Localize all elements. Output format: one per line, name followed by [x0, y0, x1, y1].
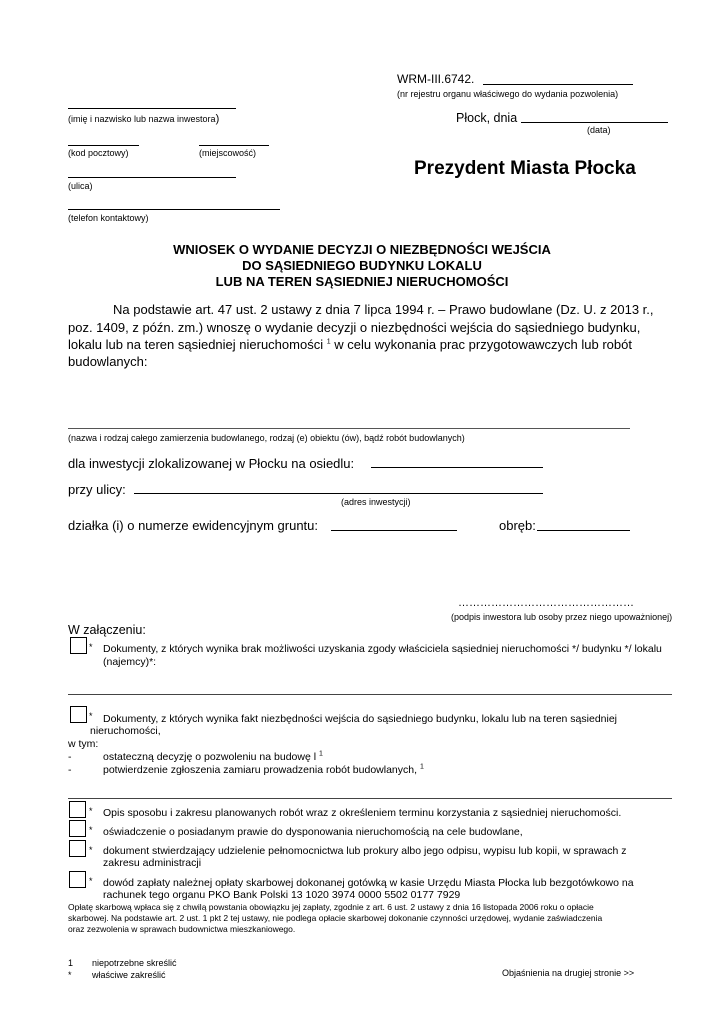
in-that-label: w tym: — [68, 738, 99, 750]
asterisk-6: * — [89, 876, 93, 886]
attachment-5-text-cont: zakresu administracji — [103, 857, 202, 869]
precinct-field[interactable] — [537, 530, 630, 531]
attachment-1-text: Dokumenty, z których wynika brak możliwości uzyskania zgody właściciela sąsiedniej nieruchomości */ budynku */ lokalu — [103, 643, 662, 655]
attachment-checkbox-6[interactable] — [69, 871, 86, 888]
attachment-3-text: Opis sposobu i zakresu planowanych robót wraz z określeniem terminu korzystania z sąsiedniej nieruchomości. — [103, 807, 622, 819]
attachment-6-text-cont: rachunek tego organu PKO Bank Polski 13 1020 3974 0000 5502 0177 7929 — [103, 889, 461, 901]
dash-2: - — [68, 764, 72, 776]
signature-caption: (podpis inwestora lub osoby przez niego upoważnionej) — [451, 612, 673, 622]
registry-caption: (nr rejestru organu właściwego do wydania pozwolenia) — [397, 89, 619, 99]
addressee: Prezydent Miasta Płocka — [414, 158, 636, 179]
attachment-checkbox-4[interactable] — [69, 820, 86, 837]
applicant-name-field[interactable] — [68, 108, 236, 109]
attachment-2-text-cont: nieruchomości, — [90, 725, 161, 737]
street-caption: (ulica) — [68, 181, 93, 191]
precinct-label: obręb: — [499, 518, 536, 533]
footnote-2-mark: * — [68, 970, 72, 980]
plot-number-label: działka (i) o numerze ewidencyjnym gruntu: — [68, 518, 318, 533]
asterisk-3: * — [89, 806, 93, 816]
postal-code-caption: (kod pocztowy) — [68, 148, 129, 158]
footnote-1-mark: 1 — [68, 958, 74, 968]
asterisk-2: * — [89, 711, 93, 721]
attachment-5-text: dokument stwierdzający udzielenie pełnomocnictwa lub prokury albo jego odpisu, wypisu lub kopii, w sprawach z — [103, 845, 627, 857]
estate-field[interactable] — [371, 467, 543, 468]
postal-code-field[interactable] — [68, 145, 139, 146]
body-line2: poz. 1409, z późn. zm.) wnoszę o wydanie decyzji o niezbędności wejścia do sąsiedniego budynku, — [68, 320, 641, 335]
investment-address-caption: (adres inwestycji) — [341, 497, 411, 507]
attachment-checkbox-2[interactable] — [70, 706, 87, 723]
sub-item-2: potwierdzenie zgłoszenia zamiaru prowadzenia robót budowlanych, $^1$ — [103, 763, 424, 776]
fee-note-line3: oraz zezwolenia w sprawach budownictwa mieszkaniowego. — [68, 924, 296, 934]
footnote-2-text: właściwe zakreślić — [92, 970, 166, 980]
phone-field[interactable] — [68, 209, 280, 210]
registry-number-field[interactable] — [483, 84, 633, 85]
form-title-line2: DO SĄSIEDNIEGO BUDYNKU LOKALU — [242, 258, 482, 273]
plot-number-field[interactable] — [331, 530, 457, 531]
attachment-6-text: dowód zapłaty należnej opłaty skarbowej dokonanej gotówką w kasie Urzędu Miasta Płocka lub bezgotówkowo na — [103, 877, 634, 889]
sub-item-1: ostateczną decyzję o pozwoleniu na budowę l $^1$ — [103, 750, 323, 763]
attachment-1-text-cont: (najemcy)*: — [103, 656, 157, 668]
asterisk-1: * — [89, 642, 93, 652]
next-page-note: Objaśnienia na drugiej stronie >> — [502, 968, 635, 978]
dash-1: - — [68, 751, 72, 763]
fee-note-line2: skarbowej. Na podstawie art. 2 ust. 1 pkt 2 tej ustawy, nie podlega opłacie skarbowej dokonanie czynności urzędowej, wydanie zaświadczenia — [68, 913, 603, 923]
footnote-1-text: niepotrzebne skreślić — [92, 958, 177, 968]
project-description-field[interactable] — [68, 428, 630, 429]
asterisk-4: * — [89, 825, 93, 835]
date-field[interactable] — [521, 122, 668, 123]
body-line4: budowlanych: — [68, 354, 148, 369]
town-field[interactable] — [199, 145, 269, 146]
applicant-name-caption: (imię i nazwisko lub nazwa inwestora) — [68, 113, 220, 125]
project-description-caption: (nazwa i rodzaj całego zamierzenia budowlanego, rodzaj (e) obiektu (ów), bądź robót budowlanych) — [68, 433, 465, 443]
location-label: dla inwestycji zlokalizowanej w Płocku na osiedlu: — [68, 456, 355, 471]
attachment-checkbox-3[interactable] — [69, 801, 86, 818]
investment-street-field[interactable] — [134, 493, 543, 494]
town-caption: (miejscowość) — [199, 148, 257, 158]
street-field[interactable] — [68, 177, 236, 178]
attachment-4-text: oświadczenie o posiadanym prawie do dysponowania nieruchomością na cele budowlane, — [103, 826, 523, 838]
attachment-checkbox-5[interactable] — [69, 840, 86, 857]
city-date-label: Płock, dnia — [456, 111, 518, 125]
asterisk-5: * — [89, 845, 93, 855]
attachment-2-text: Dokumenty, z których wynika fakt niezbędności wejścia do sąsiedniego budynku, lokalu lub na teren sąsiedniej — [103, 713, 618, 725]
date-caption: (data) — [587, 125, 611, 135]
form-title-line1: WNIOSEK O WYDANIE DECYZJI O NIEZBĘDNOŚCI WEJŚCIA — [173, 242, 551, 257]
attachment-checkbox-1[interactable] — [70, 637, 87, 654]
fee-note-line1: Opłatę skarbową wpłaca się z chwilą powstania obowiązku jej zapłaty, zgodnie z art. 6 ust. 2 ustawy z dnia 16 listopada 2006 roku o opłacie — [68, 902, 594, 912]
body-line1: Na podstawie art. 47 ust. 2 ustawy z dnia 7 lipca 1994 r. – Prawo budowlane (Dz. U. z 2013 r., — [113, 302, 654, 317]
phone-caption: (telefon kontaktowy) — [68, 213, 149, 223]
form-title-line3: LUB NA TEREN SĄSIEDNIEJ NIERUCHOMOŚCI — [215, 274, 509, 289]
attachment-1-line[interactable] — [68, 694, 672, 695]
attachment-2-line[interactable] — [68, 798, 672, 799]
signature-field[interactable]: ………………………………………… — [458, 597, 634, 609]
registry-number-label: WRM-III.6742. — [397, 72, 475, 86]
attachments-heading: W załączeniu: — [68, 623, 146, 637]
body-line3: lokalu lub na teren sąsiedniej nieruchomości $^1$ w celu wykonania prac przygotowawczych lub robót — [68, 337, 632, 352]
street-label: przy ulicy: — [68, 482, 126, 497]
